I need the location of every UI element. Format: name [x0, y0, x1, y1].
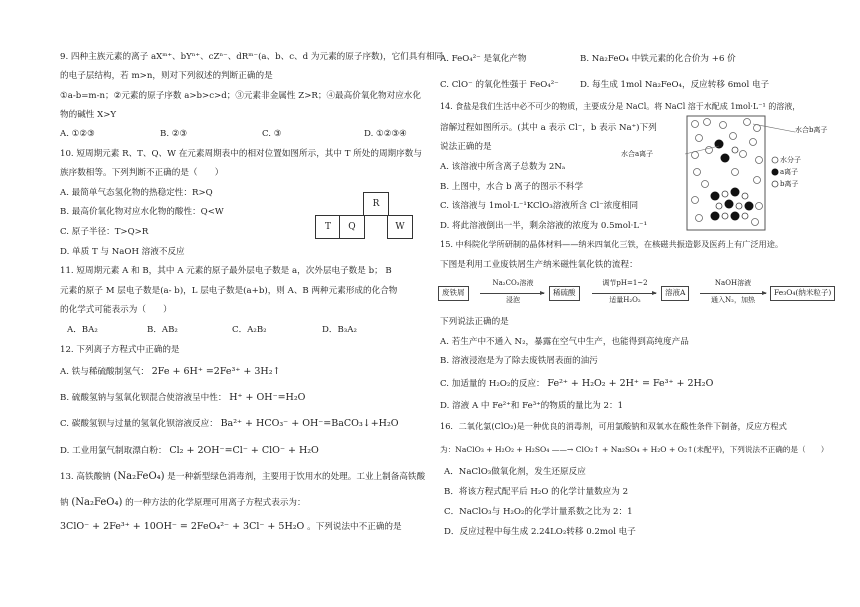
q12-option-a — [60, 367, 280, 378]
q14-line3: 说法正确的是 — [440, 142, 492, 152]
flow-arrow2-top: 调节pH=1~2 — [602, 279, 648, 287]
q11-line1: 11. 短周期元素 A 和 B，其中 A 元素的原子最外层电子数是 a，次外层电子数是 b； B — [60, 266, 392, 276]
q12-option-b-equation: H⁺ + OH⁻=H₂O — [229, 392, 306, 403]
q15-option-d: D. 溶液 A 中 Fe²⁺和 Fe³⁺的物质的量比为 2：1 — [440, 401, 624, 411]
q11-option-b: B．AB₂ — [147, 325, 178, 335]
q10-option-c: C. 原子半径：T>Q>R — [60, 227, 149, 237]
q12-option-d-text: D. 工业用氯气制取漂白粉： — [60, 446, 167, 456]
flow-arrow-1 — [480, 293, 544, 294]
cell-r: R — [363, 192, 389, 216]
cell-q: Q — [339, 215, 365, 239]
q10-option-b: B. 最高价氧化物对应水化物的酸性：Q<W — [60, 207, 224, 217]
q11-line3: 的化学式可能表示为（ ） — [60, 305, 172, 315]
cell-w: W — [387, 215, 413, 239]
q9-option-a: A. ①②③ — [60, 129, 95, 139]
q11-option-c: C．A₂B₂ — [232, 325, 267, 335]
q13-formula-2: (Na₂FeO₄) — [71, 497, 123, 508]
q9-line1: 9. 四种主族元素的离子 aXᵐ⁺、bYⁿ⁺、cZⁿ⁻、dRᵐ⁻(a、b、c、d 为元素的原子序数)，它们具有相同 — [60, 52, 444, 62]
flow-box-dilute-acid: 稀硫酸 — [549, 286, 580, 301]
q15-option-c-equation: Fe²⁺ + H₂O₂ + 2H⁺ = Fe³⁺ + 2H₂O — [547, 378, 714, 389]
q12-option-c — [60, 419, 399, 430]
legend-water: 水分子 — [780, 156, 801, 164]
q13-option-c: C. ClO⁻ 的氧化性强于 FeO₄²⁻ — [440, 80, 559, 90]
q9-line4: 物的碱性 X>Y — [60, 110, 117, 120]
q12-option-d-equation: Cl₂ + 2OH⁻=Cl⁻ + ClO⁻ + H₂O — [169, 445, 319, 456]
q16-line2: 为：NaClO₃ + H₂O₂ + H₂SO₄ ——→ ClO₂↑ + Na₂SO₄ + H₂O + O₂↑(未配平)，下列说法不正确的是（ ） — [440, 445, 829, 454]
flow-arrow-3 — [700, 293, 766, 294]
q12-option-b — [60, 393, 305, 404]
q15-option-a: A. 若生产中不通入 N₂，暴露在空气中生产，也能得到高纯度产品 — [440, 337, 689, 347]
flow-arrow1-bottom: 浸泡 — [506, 296, 520, 304]
q14-option-a: A. 该溶液中所含离子总数为 2Nₐ — [440, 162, 566, 172]
flow-arrow1-top: Na₂CO₃溶液 — [492, 279, 534, 287]
q9-line2: 的电子层结构，若 m>n，则对下列叙述的判断正确的是 — [60, 71, 273, 81]
q10-option-a: A. 最简单气态氢化物的热稳定性：R>Q — [60, 188, 213, 198]
flow-arrow2-bottom: 适量H₂O₂ — [609, 296, 641, 304]
q13-equation: 3ClO⁻ + 2Fe³⁺ + 10OH⁻ = 2FeO₄²⁻ + 3Cl⁻ + 5H₂O — [60, 521, 305, 532]
q12-option-d — [60, 446, 319, 457]
flow-box-scrap-iron: 废铁屑 — [438, 286, 469, 301]
q14-option-d: D. 将此溶液倒出一半，剩余溶液的浓度为 0.5mol·L⁻¹ — [440, 221, 648, 231]
legend-b-ion: b离子 — [780, 180, 799, 188]
q9-line3: ①a-b=m-n；②元素的原子序数 a>b>c>d；③元素非金属性 Z>R；④最高价氧化物对应水化 — [60, 91, 421, 101]
q15-line1: 15. 中科院化学所研制的晶体材料——纳米四氧化三铁，在核磁共振造影及医药上有广泛用途。 — [440, 239, 784, 249]
q12-option-b-text: B. 硫酸氢钠与氢氧化钡混合使溶液呈中性： — [60, 393, 227, 403]
q13-formula-1: (Na₂FeO₄) — [113, 471, 165, 482]
q15-option-b: B. 溶液浸泡是为了除去废铁屑表面的油污 — [440, 356, 598, 366]
q11-option-d: D．B₃A₂ — [322, 325, 357, 335]
flow-arrow3-bottom: 通入N₂，加热 — [711, 296, 755, 304]
q10-option-d: D. 单质 T 与 NaOH 溶液不反应 — [60, 247, 185, 257]
q16-line1: 16．二氧化氯(ClO₂)是一种优良的消毒剂，可用氯酸钠和双氧水在酸性条件下制备，反应方程式 — [440, 421, 787, 431]
q15-option-c-text: C. 加适量的 H₂O₂的反应： — [440, 379, 545, 389]
label-hydrated-a: 水合a离子 — [621, 150, 654, 158]
q13-line2-b: 的一种方法的化学原理可用离子方程式表示为： — [125, 498, 306, 508]
q13-line1-a: 13. 高铁酸钠 — [60, 472, 111, 482]
q12-option-c-text: C. 碳酸氢钡与过量的氢氧化钡溶液反应： — [60, 419, 218, 429]
q14-line2: 溶解过程如图所示。(其中 a 表示 Cl⁻，b 表示 Na⁺)下列 — [440, 123, 657, 133]
ion-cluster — [711, 140, 754, 221]
q13-line2 — [60, 497, 306, 509]
q14-line1: 14. 食盐是我们生活中必不可少的物质，主要成分是 NaCl。将 NaCl 溶于水配成 1mol·L⁻¹ 的溶液， — [440, 102, 801, 111]
q9-option-d: D. ①②③④ — [364, 129, 407, 139]
q16-option-c: C．NaClO₃与 H₂O₂的化学计量系数之比为 2：1 — [444, 507, 633, 517]
q13-option-d: D. 每生成 1mol Na₂FeO₄，反应转移 6mol 电子 — [580, 80, 770, 90]
flow-box-fe3o4: Fe₃O₄(纳米粒子) — [770, 286, 835, 301]
q13-line3 — [60, 522, 402, 533]
cell-t: T — [315, 215, 341, 239]
q13-line2-a: 钠 — [60, 498, 69, 508]
q9-option-b: B. ②③ — [160, 129, 188, 139]
q16-option-d: D．反应过程中每生成 2.24LO₂转移 0.2mol 电子 — [444, 527, 636, 537]
flow-arrow3-top: NaOH溶液 — [714, 279, 752, 287]
flow-box-solution-a: 溶液A — [661, 286, 689, 301]
q13-option-a: A. FeO₄²⁻ 是氧化产物 — [440, 54, 527, 64]
q10-line2: 族序数相等。下列判断不正确的是（ ） — [60, 168, 224, 178]
q11-option-a: A．BA₂ — [67, 325, 98, 335]
q13-option-b: B. Na₂FeO₄ 中铁元素的化合价为 +6 价 — [580, 54, 736, 64]
q12-option-a-equation: 2Fe + 6H⁺ =2Fe³⁺ + 3H₂↑ — [151, 366, 281, 377]
label-hydrated-b: 水合b离子 — [795, 126, 828, 134]
q13-tail: 。下列说法中不正确的是 — [307, 522, 402, 532]
q11-line2: 元素的原子 M 层电子数是(a- b)，L 层电子数是(a+b)，则 A、B 两种元素形成的化合物 — [60, 286, 398, 296]
q12-title: 12. 下列离子方程式中正确的是 — [60, 345, 180, 355]
q10-line1: 10. 短周期元素 R、T、Q、W 在元素周期表中的相对位置如图所示，其中 T 所处的周期序数与 — [60, 149, 422, 159]
flow-arrow-2 — [592, 293, 656, 294]
q16-option-b: B．将该方程式配平后 H₂O 的化学计量数应为 2 — [444, 487, 629, 497]
q14-option-c: C. 该溶液与 1mol·L⁻¹KClO₃溶液所含 Cl⁻浓度相同 — [440, 201, 639, 211]
q15-title: 下列说法正确的是 — [440, 317, 509, 327]
q12-option-a-text: A. 铁与稀硫酸制氢气： — [60, 367, 150, 377]
q15-line2: 下图是利用工业废铁屑生产纳米磁性氧化铁的流程： — [440, 260, 638, 270]
q15-option-c — [440, 379, 713, 390]
legend-a-ion: a离子 — [780, 168, 799, 176]
q9-option-c: C. ③ — [262, 129, 282, 139]
q14-option-b: B. 上图中，水合 b 离子的图示不科学 — [440, 182, 584, 192]
q12-option-c-equation: Ba²⁺ + HCO₃⁻ + OH⁻=BaCO₃↓+H₂O — [220, 418, 399, 429]
q16-option-a: A．NaClO₃做氧化剂，发生还原反应 — [444, 467, 586, 477]
q13-line1 — [60, 471, 425, 483]
q13-line1-b: 是一种新型绿色消毒剂，主要用于饮用水的处理。工业上制备高铁酸 — [167, 472, 426, 482]
